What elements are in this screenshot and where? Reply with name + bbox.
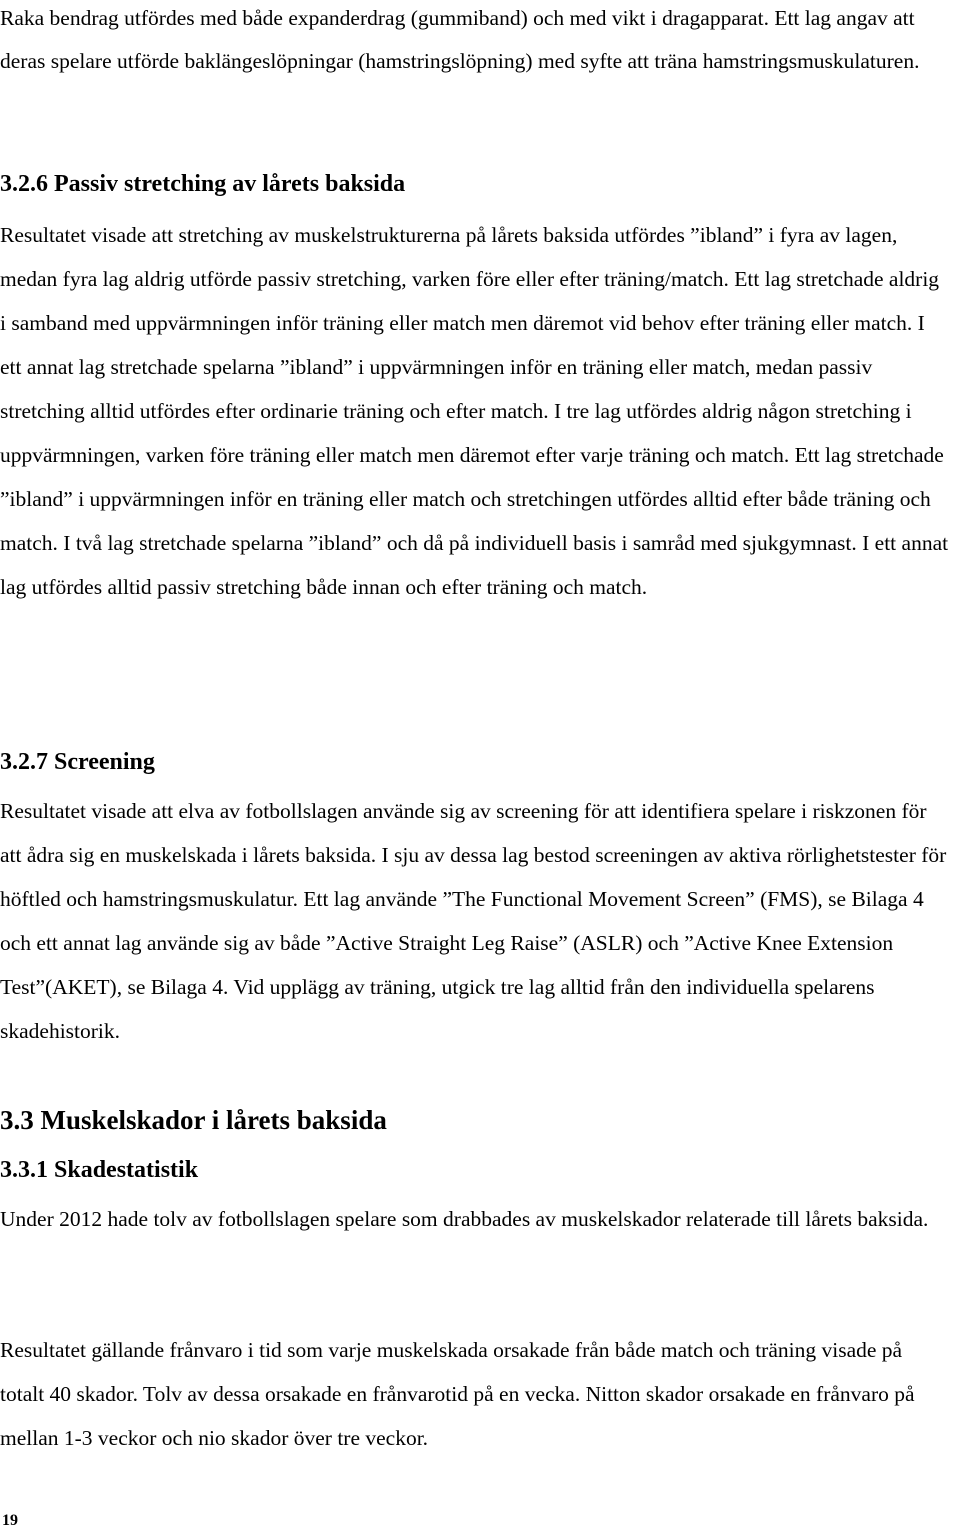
paragraph-3-2-6: Resultatet visade att stretching av muskelstrukturerna på lårets baksida utfördes ”ibland” i fyra av lagen, medan fyra lag aldrig utförde passiv stretching, varken före eller efter träning/match. Ett lag stretchade aldrig i samband med uppvärmningen inför träning eller match men däremot vid behov efter träning eller match. I ett annat lag stretchade spelarna ”ibland” i uppvärmningen inför en träning eller match, medan passiv stretching alltid utfördes efter ordinarie träning och efter match. I tre lag utfördes aldrig någon stretching i uppvärmningen, varken före träning eller match men däremot efter varje träning och match. Ett lag stretchade ”ibland” i uppvärmningen inför en träning eller match och stretchingen utfördes alltid efter både träning och match. I två lag stretchade spelarna ”ibland” och då på individuell basis i samråd med sjukgymnast. I ett annat lag utfördes alltid passiv stretching både innan och efter träning och match. — [0, 223, 949, 599]
heading-3-3: 3.3 Muskelskador i lårets baksida — [0, 1105, 387, 1135]
heading-3-2-6: 3.2.6 Passiv stretching av lårets baksida — [0, 171, 406, 197]
paragraph-3-3-1-a: Under 2012 hade tolv av fotbollslagen spelare som drabbades av muskelskador relaterade till lårets baksida. — [0, 1207, 929, 1231]
heading-3-2-7: 3.2.7 Screening — [0, 749, 155, 775]
page-number: 19 — [2, 1512, 18, 1529]
paragraph-3-3-1-b: Resultatet gällande frånvaro i tid som varje muskelskada orsakade från både match och träning visade på totalt 40 skador. Tolv av dessa orsakade en frånvarotid på en vecka. Nitton skador orsakade en frånvaro på mellan 1-3 veckor och nio skador över tre veckor. — [0, 1338, 915, 1450]
heading-3-3-1: 3.3.1 Skadestatistik — [0, 1157, 199, 1183]
paragraph-3-2-7: Resultatet visade att elva av fotbollslagen använde sig av screening för att identifiera spelare i riskzonen för att ådra sig en muskelskada i lårets baksida. I sju av dessa lag bestod screeningen av aktiva rörlighetstester för höftled och hamstringsmuskulatur. Ett lag använde ”The Functional Movement Screen” (FMS), se Bilaga 4 och ett annat lag använde sig av både ”Active Straight Leg Raise” (ASLR) och ”Active Knee Extension Test”(AKET), se Bilaga 4. Vid upplägg av träning, utgick tre lag alltid från den individuella spelarens skadehistorik. — [0, 799, 947, 1043]
intro-paragraph: Raka bendrag utfördes med både expanderdrag (gummiband) och med vikt i dragapparat. Ett lag angav att deras spelare utförde baklängeslöpningar (hamstringslöpning) med syfte att träna hamstringsmuskulaturen. — [0, 6, 920, 73]
